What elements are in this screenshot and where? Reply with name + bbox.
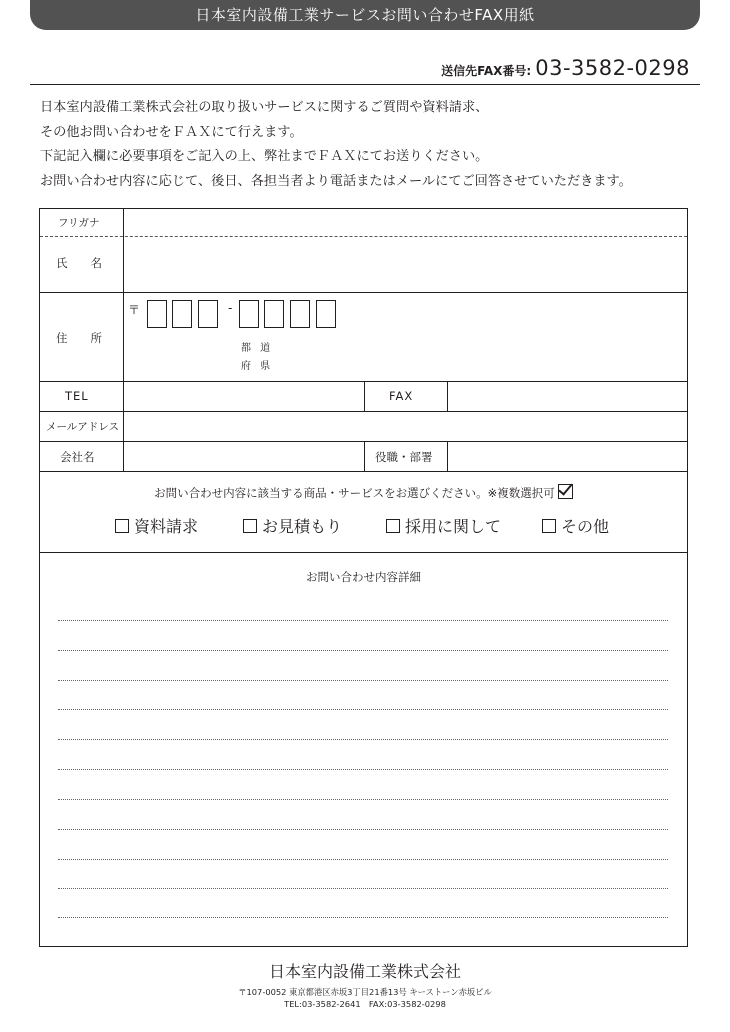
tel-field[interactable] <box>124 382 364 411</box>
option-label: お見積もり <box>262 517 343 536</box>
footer-address: 〒107-0052 東京都港区赤坂3丁目21番13号 キーストーン赤坂ビル <box>238 987 492 997</box>
option-other[interactable] <box>542 514 609 537</box>
option-recruitment[interactable] <box>386 514 501 537</box>
checkbox[interactable] <box>115 519 129 533</box>
intro-text <box>40 96 700 194</box>
postal-digit-box[interactable] <box>264 300 284 328</box>
postal-digit-box[interactable] <box>239 300 259 328</box>
intro-line: 日本室内設備工業株式会社の取り扱いサービスに関するご質問や資料請求、 <box>40 100 489 115</box>
fax-field[interactable] <box>448 382 687 411</box>
address-label: 住 所 <box>56 331 102 345</box>
writing-line <box>58 917 668 918</box>
footer-contact: TEL:03-3582-2641 FAX:03-3582-0298 <box>284 999 446 1009</box>
form-title: 日本室内設備工業サービスお問い合わせFAX用紙 <box>195 6 535 24</box>
service-select-text: お問い合わせ内容に該当する商品・サービスをお選びください。※複数選択可 <box>154 486 555 500</box>
row-divider <box>40 471 687 472</box>
writing-line <box>58 739 668 740</box>
inquiry-form <box>39 208 688 947</box>
form-title-bar <box>30 0 700 30</box>
email-field[interactable] <box>124 412 687 441</box>
detail-title: お問い合わせ内容詳細 <box>306 570 421 584</box>
checkbox[interactable] <box>243 519 257 533</box>
checkbox[interactable] <box>542 519 556 533</box>
name-label: 氏 名 <box>56 256 102 270</box>
postal-digit-box[interactable] <box>172 300 192 328</box>
company-field[interactable] <box>124 442 364 471</box>
intro-line: その他お問い合わせをＦＡＸにて行えます。 <box>40 124 303 140</box>
prefecture-label-bottom: 府 県 <box>241 361 274 372</box>
writing-line <box>58 799 668 800</box>
footer-company: 日本室内設備工業株式会社 <box>268 962 461 981</box>
company-label: 会社名 <box>60 450 95 464</box>
destination-fax <box>441 56 690 80</box>
option-brochure[interactable] <box>115 514 198 537</box>
writing-line <box>58 650 668 651</box>
writing-line <box>58 859 668 860</box>
service-select-title <box>40 484 687 501</box>
postal-digit-box[interactable] <box>290 300 310 328</box>
option-label: 採用に関して <box>405 517 502 536</box>
prefecture-label-top: 都 道 <box>241 343 274 354</box>
position-label: 役職・部署 <box>375 450 433 464</box>
column-divider <box>364 381 365 411</box>
fax-number-label: 送信先FAX番号: <box>441 64 532 78</box>
furigana-label: フリガナ <box>58 217 100 229</box>
furigana-field[interactable] <box>124 209 687 236</box>
postal-digit-box[interactable] <box>198 300 218 328</box>
writing-line <box>58 680 668 681</box>
footer-address-block <box>0 986 730 1010</box>
fax-number: 03-3582-0298 <box>535 56 690 80</box>
position-field[interactable] <box>448 442 687 471</box>
writing-line <box>58 888 668 889</box>
writing-line <box>58 769 668 770</box>
option-label: 資料請求 <box>134 517 199 536</box>
row-divider <box>40 292 687 293</box>
checkbox[interactable] <box>386 519 400 533</box>
option-label: その他 <box>561 517 610 536</box>
postal-mark: 〒 <box>128 303 141 317</box>
intro-line: 下記記入欄に必要事項をご記入の上、弊社までＦＡＸにてお送りください。 <box>40 149 489 164</box>
checkmark-icon <box>558 484 573 499</box>
writing-line <box>58 620 668 621</box>
postal-digit-box[interactable] <box>147 300 167 328</box>
tel-label: TEL <box>65 389 89 403</box>
postal-dash: - <box>228 301 233 315</box>
writing-line <box>58 829 668 830</box>
name-field[interactable] <box>124 237 687 292</box>
option-estimate[interactable] <box>243 514 342 537</box>
writing-line <box>58 709 668 710</box>
header-divider <box>30 84 700 85</box>
postal-digit-box[interactable] <box>316 300 336 328</box>
intro-line: お問い合わせ内容に応じて、後日、各担当者より電話またはメールにてご回答させていただきます。 <box>40 173 632 189</box>
email-label: メールアドレス <box>46 421 119 433</box>
fax-label: FAX <box>389 389 414 403</box>
column-divider <box>364 441 365 471</box>
